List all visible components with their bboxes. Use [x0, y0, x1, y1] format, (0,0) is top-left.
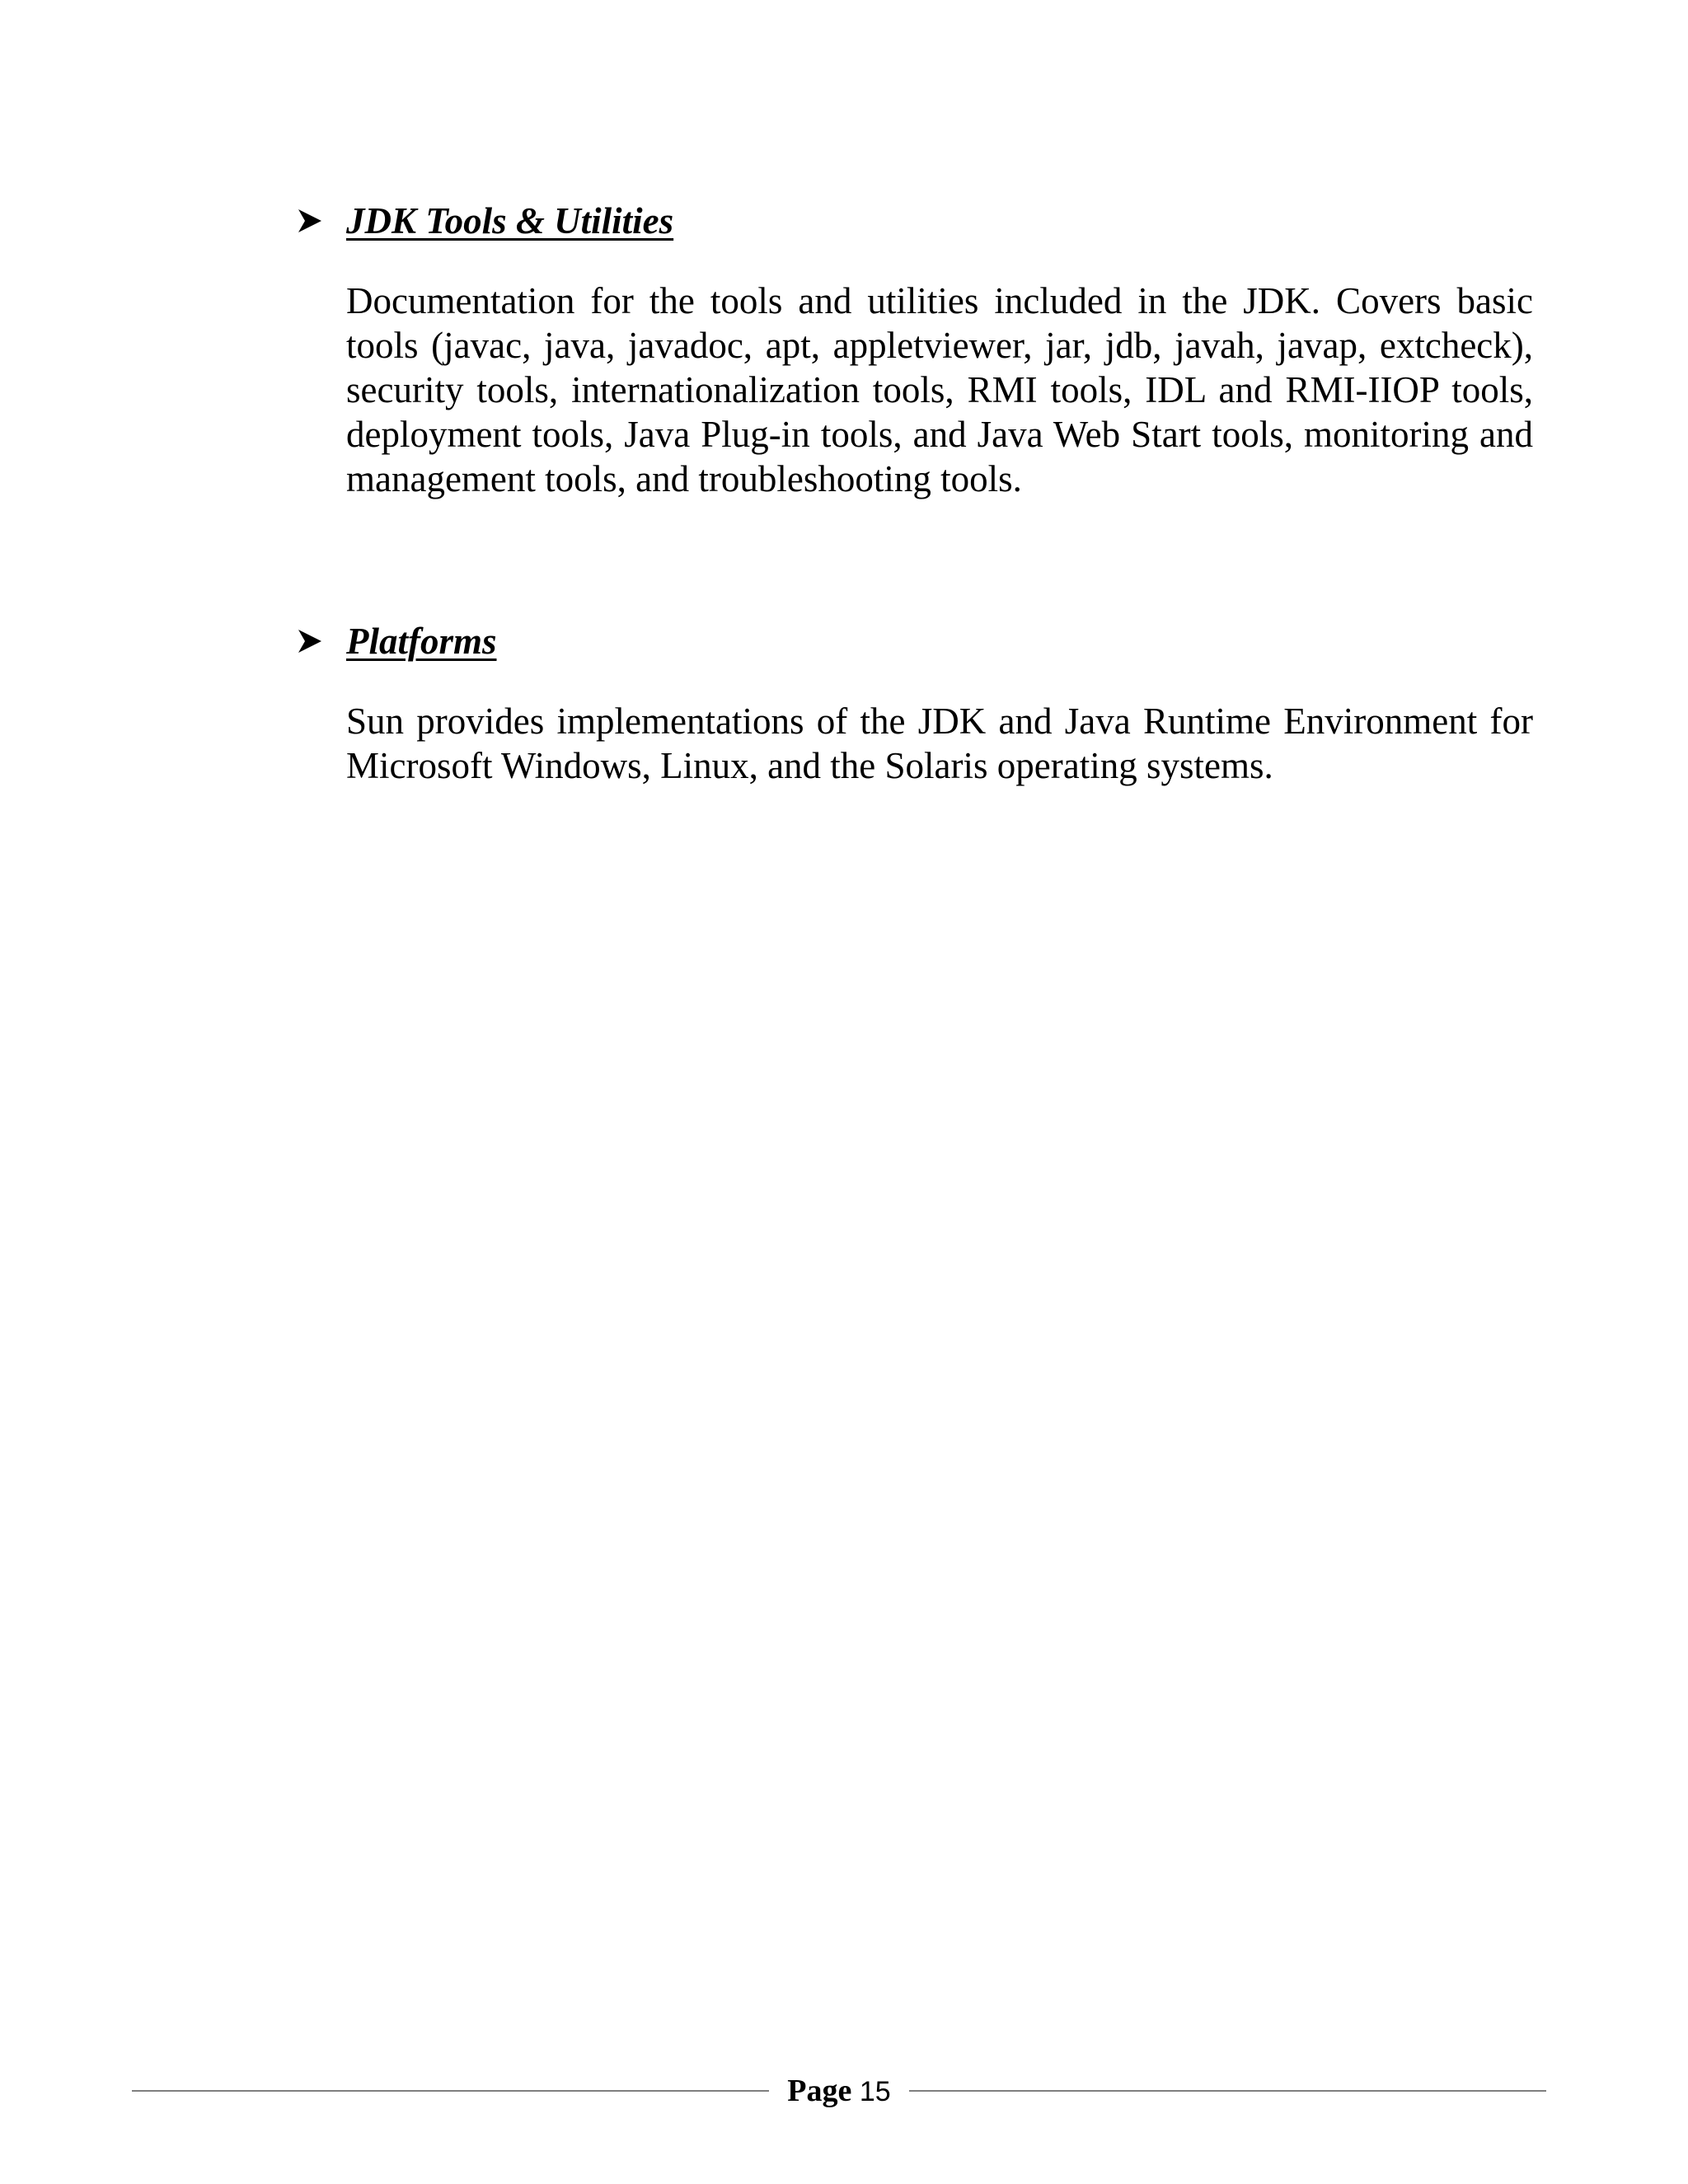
- section-heading-row: [297, 196, 1533, 246]
- section-jdk-tools: [297, 196, 1533, 501]
- section-heading: Platforms: [346, 621, 497, 662]
- footer-rule-left: [132, 2090, 769, 2092]
- section-heading-row: [297, 616, 1533, 666]
- page-footer: [132, 2070, 1546, 2111]
- page-label: Page: [787, 2073, 852, 2108]
- page-number-value: 15: [859, 2075, 891, 2107]
- page-number: [769, 2070, 908, 2112]
- section-platforms: [297, 616, 1533, 788]
- arrowhead-bullet-icon: [297, 196, 346, 246]
- arrowhead-bullet-icon: [297, 616, 346, 666]
- footer-rule-right: [909, 2090, 1546, 2092]
- section-paragraph: Sun provides implementations of the JDK and Java Runtime Environment for Microsoft Windows, Linux, and the Solaris operating systems.: [346, 701, 1533, 786]
- section-paragraph: Documentation for the tools and utilities included in the JDK. Covers basic tools (javac, java, javadoc, apt, appletviewer, jar, jdb, javah, javap, extcheck), security tools, internationalization tools, RMI tools, IDL and RMI-IIOP tools, deployment tools, Java Plug-in tools, and Java Web Start tools, monitoring and management tools, and troubleshooting tools.: [346, 280, 1533, 499]
- section-heading: JDK Tools & Utilities: [346, 200, 674, 241]
